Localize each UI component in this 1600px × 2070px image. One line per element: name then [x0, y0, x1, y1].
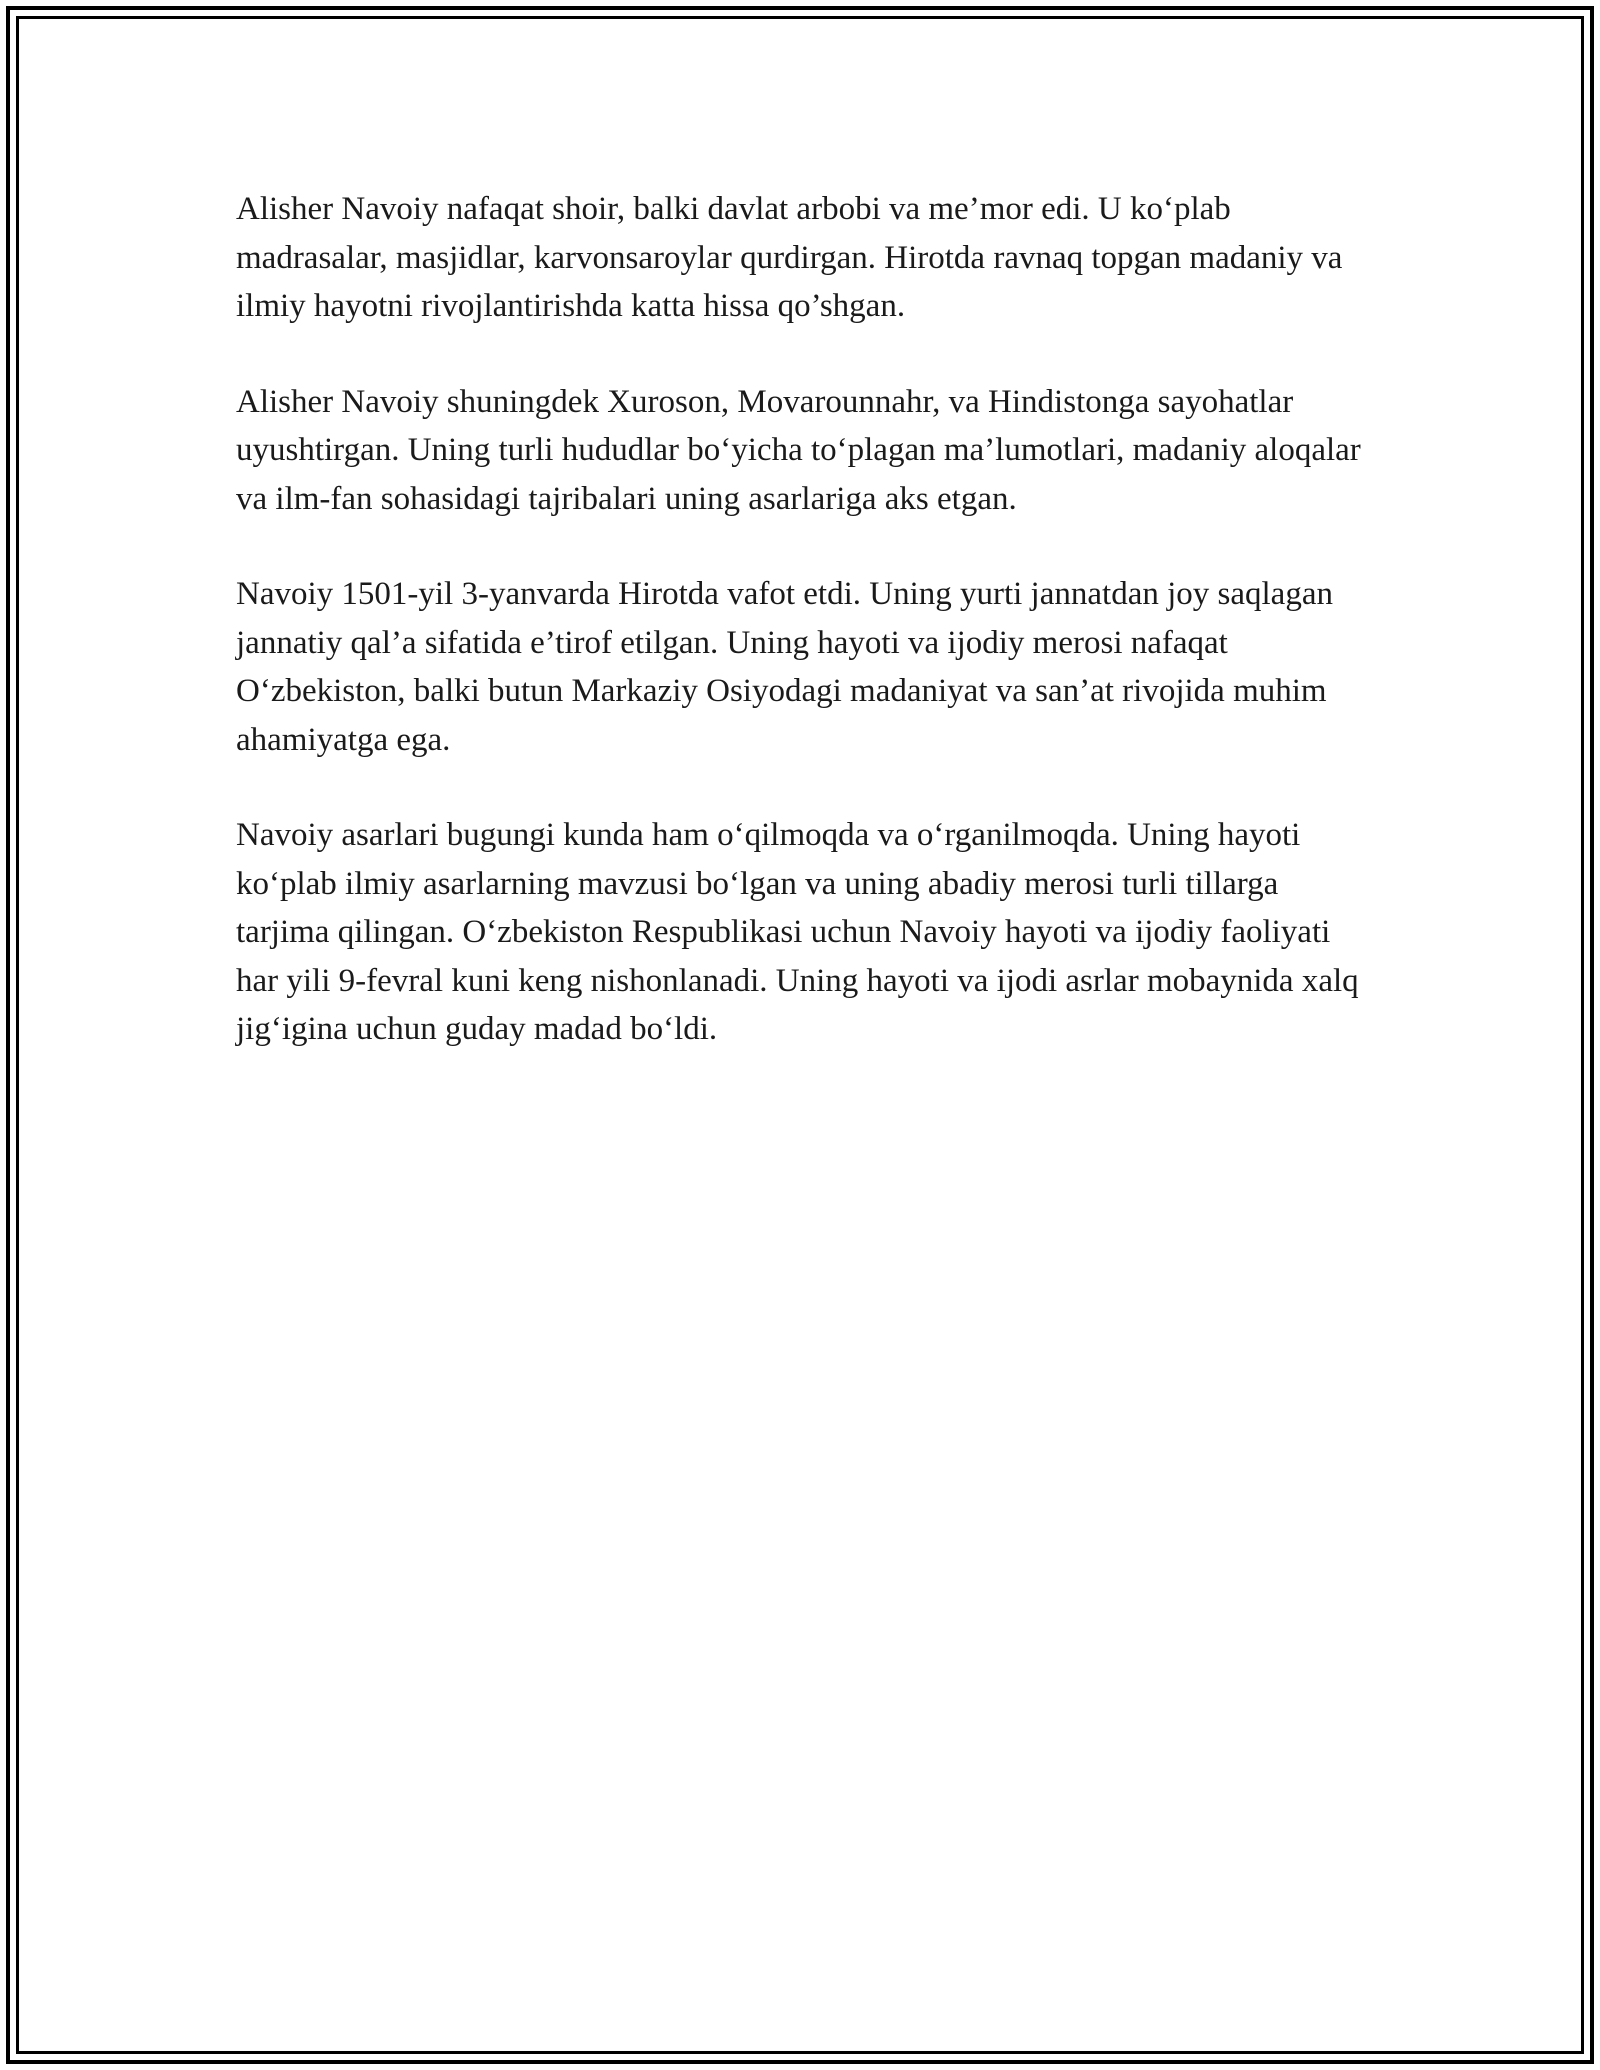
paragraph-3: Navoiy 1501-yil 3-yanvarda Hirotda vafot etdi. Uning yurti jannatdan joy saqlagan jannatiy qal’a sifatida e’tirof etilgan. Uning hayoti va ijodiy merosi nafaqat O‘zbekiston, balki butun Markaziy Osiyodagi madaniyat va san’at rivojida muhim ahamiyatga ega.: [236, 576, 1333, 758]
paragraph-4: Navoiy asarlari bugungi kunda ham o‘qilmoqda va o‘rganilmoqda. Uning hayoti ko‘plab ilmiy asarlarning mavzusi bo‘lgan va uning abadiy merosi turli tillarga tarjima qilingan. O‘zbekiston Respublikasi uchun Navoiy hayoti va ijodiy faoliyati har yili 9-fevral kuni keng nishonlanadi. Uning hayoti va ijodi asrlar mobaynida xalq jig‘igina uchun guday madad bo‘ldi.: [236, 817, 1359, 1047]
document-body: [236, 185, 1376, 1101]
paragraph-1: Alisher Navoiy nafaqat shoir, balki davlat arbobi va me’mor edi. U ko‘plab madrasalar, masjidlar, karvonsaroylar qurdirgan. Hirotda ravnaq topgan madaniy va ilmiy hayotni rivojlantirishda katta hissa qo’shgan.: [236, 191, 1343, 324]
paragraph-2: Alisher Navoiy shuningdek Xuroson, Movarounnahr, va Hindistonga sayohatlar uyushtirgan. Uning turli hududlar bo‘yicha to‘plagan ma’lumotlari, madaniy aloqalar va ilm-fan sohasidagi tajribalari uning asarlariga aks etgan.: [236, 383, 1361, 517]
